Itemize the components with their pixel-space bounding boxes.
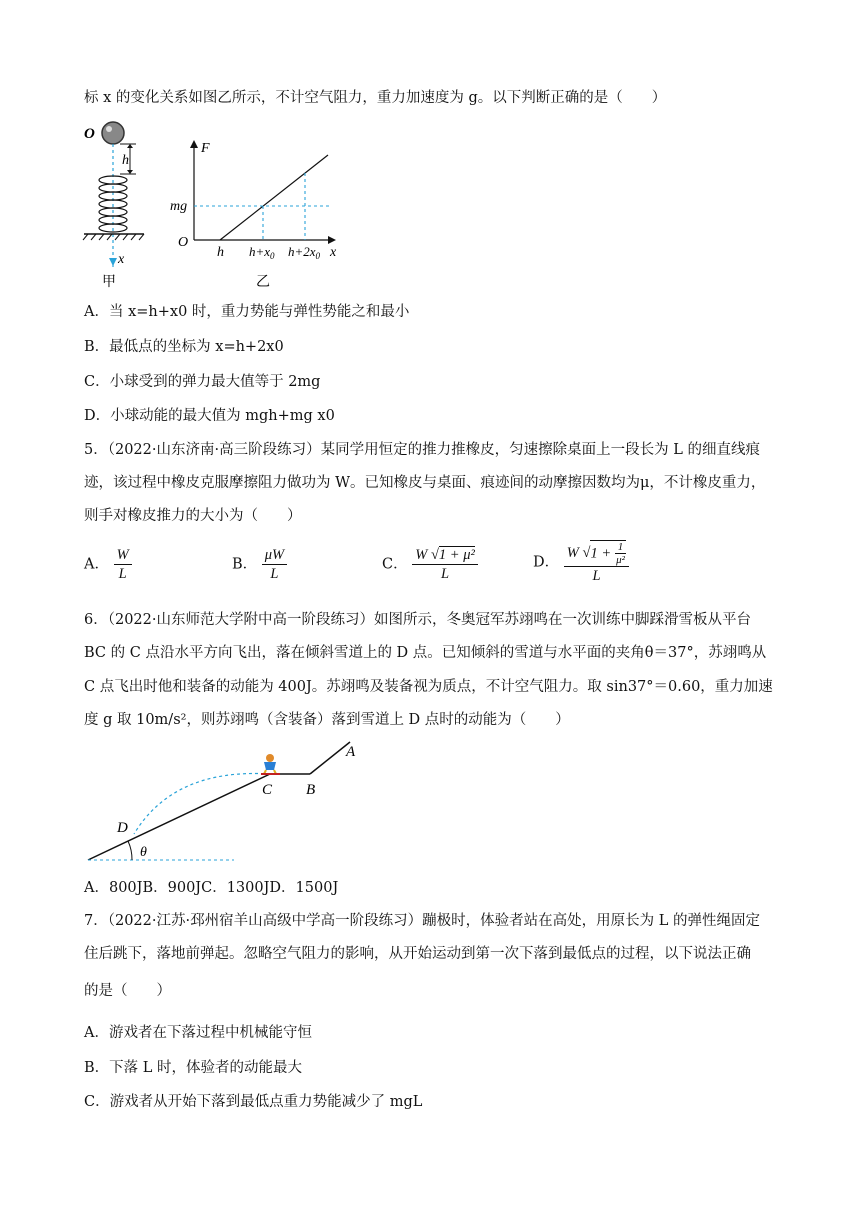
caption-yi: 乙 (256, 275, 270, 290)
q6-line-2: BC 的 C 点沿水平方向飞出，落在倾斜雪道上的 D 点。已知倾斜的雪道与水平面的夹角θ＝37°，苏翊鸣从 (84, 645, 767, 661)
axis-x-label: x (330, 245, 337, 260)
label-o: O (84, 126, 95, 142)
label-h: h (122, 153, 129, 168)
q6-line-4: 度 g 取 10m/s²，则苏翊鸣（含装备）落到雪道上 D 点时的动能为（ ） (84, 712, 570, 728)
point-b: B (306, 782, 316, 798)
q6-line-3: C 点飞出时他和装备的动能为 400J。苏翊鸣及装备视为质点，不计空气阻力。取 sin37°＝0.60，重力加速 (84, 679, 773, 695)
q4-option-c: C．小球受到的弹力最大值等于 2mg (84, 374, 321, 390)
q4-option-a: A．当 x=h+x0 时，重力势能与弹性势能之和最小 (84, 304, 410, 320)
tick-h-2x0: $h+2x_0$ (288, 244, 321, 261)
ski-slope-figure (84, 738, 374, 868)
ball (102, 122, 124, 144)
q6-line-1: 6．（2022·山东师范大学附中高一阶段练习）如图所示，冬奥冠军苏翊鸣在一次训练中脚踩滑雪板从平台 (84, 612, 751, 628)
point-a: A (346, 744, 356, 760)
q4-option-b: B．最低点的坐标为 x=h+2x0 (84, 339, 284, 355)
q7-line-3: 的是（ ） (84, 983, 171, 999)
q6-options: A．800JB．900JC．1300JD．1500J (84, 880, 339, 896)
q5-option-c: C． $\frac{\text{W √1 + μ²}}{L}$ (382, 546, 478, 583)
q5-line-3: 则手对橡皮推力的大小为（ ） (84, 508, 302, 524)
tick-h: h (217, 245, 224, 260)
q7-option-a: A．游戏者在下落过程中机械能守恒 (84, 1025, 312, 1041)
figure-jia (80, 118, 170, 290)
q5-option-a: A． $\frac{W}{L}$ (84, 546, 132, 583)
q7-option-c: C．游戏者从开始下落到最低点重力势能减少了 mgL (84, 1094, 423, 1110)
axis-f-label: F (201, 141, 210, 156)
q4-intro: 标 x 的变化关系如图乙所示，不计空气阻力，重力加速度为 g。以下判断正确的是（ ） (84, 90, 667, 106)
q7-line-2: 住后跳下，落地前弹起。忽略空气阻力的影响，从开始运动到第一次下落到最低点的过程，以下说法正确 (84, 946, 751, 962)
q5-line-2: 迹，该过程中橡皮克服摩擦阻力做功为 W。已知橡皮与桌面、痕迹间的动摩擦因数均为μ，不计橡皮重力， (84, 475, 766, 491)
point-c: C (262, 782, 273, 798)
q5-line-1: 5．（2022·山东济南·高三阶段练习）某同学用恒定的推力推橡皮，匀速擦除桌面上一段长为 L 的细直线痕 (84, 442, 760, 458)
q4-option-d: D．小球动能的最大值为 mgh+mg x0 (84, 408, 335, 424)
mg-label: mg (170, 199, 188, 214)
origin-label: O (178, 235, 189, 250)
q5-option-b: B． $\frac{\mu W}{L}$ (232, 546, 287, 583)
q5-option-d: D． W √1 + $\frac{1}{\text{μ²}}$ L (533, 540, 629, 585)
skier-icon (261, 754, 280, 774)
tick-h-x0: $h+x_0$ (249, 244, 275, 261)
q7-option-b: B．下落 L 时，体验者的动能最大 (84, 1060, 303, 1076)
angle-theta: θ (140, 845, 147, 860)
point-d: D (117, 820, 128, 836)
q7-line-1: 7．（2022·江苏·邳州宿羊山高级中学高一阶段练习）蹦极时，体验者站在高处，用原长为 L 的弹性绳固定 (84, 913, 760, 929)
figure-yi (170, 140, 350, 290)
caption-jia: 甲 (102, 275, 116, 290)
label-x: x (118, 252, 125, 267)
